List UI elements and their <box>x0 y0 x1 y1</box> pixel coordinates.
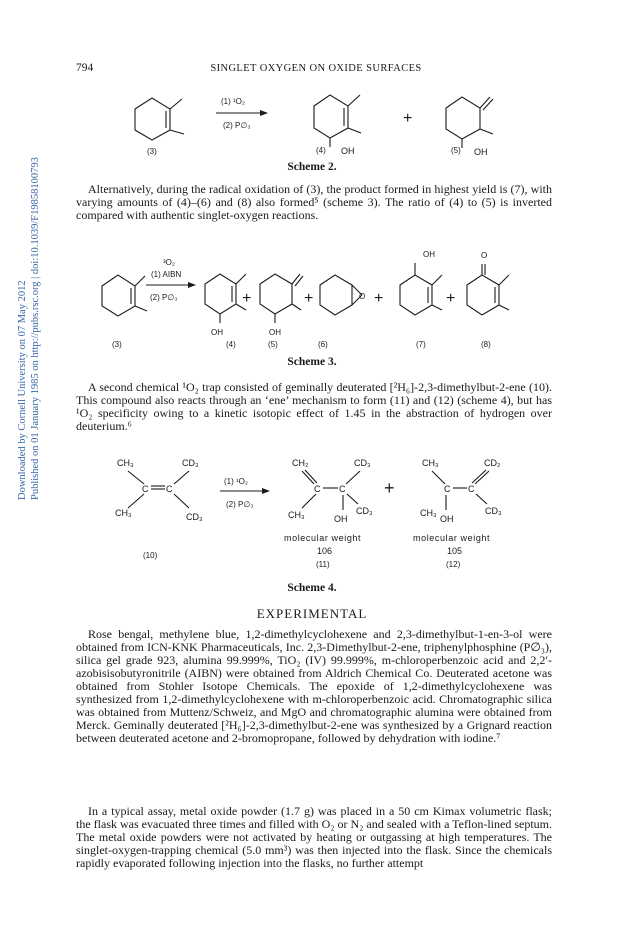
scheme-3-diagram <box>0 243 624 353</box>
scheme-2-caption: Scheme 2. <box>287 161 337 173</box>
svg-text:CD₂: CD₂ <box>484 458 501 468</box>
running-title: SINGLET OXYGEN ON OXIDE SURFACES <box>210 63 422 74</box>
download-line[interactable]: Downloaded by Cornell University on 07 May 2012 <box>17 280 28 500</box>
scheme2-label-3: (3) <box>147 147 157 156</box>
scheme-4-caption: Scheme 4. <box>287 582 337 594</box>
svg-text:C: C <box>444 484 451 494</box>
svg-text:C: C <box>468 484 475 494</box>
scheme2-reagent-1: (1) ¹O₂ <box>221 97 245 106</box>
svg-text:C: C <box>339 484 346 494</box>
svg-text:+: + <box>446 290 456 307</box>
svg-text:106: 106 <box>317 546 333 556</box>
svg-text:CH₃: CH₃ <box>115 508 132 518</box>
scheme3-reagent-2: (2) P∅₃ <box>150 293 178 302</box>
svg-text:OH: OH <box>440 514 454 524</box>
svg-text:CD₃: CD₃ <box>485 506 502 516</box>
svg-text:O: O <box>481 251 488 260</box>
product-4-structure <box>314 95 361 147</box>
reactant-3-structure <box>135 98 184 140</box>
svg-text:OH: OH <box>211 328 223 337</box>
scheme2-label-4: (4) <box>316 146 326 155</box>
svg-text:CD₃: CD₃ <box>356 506 373 516</box>
svg-text:CH₃: CH₃ <box>422 458 439 468</box>
scheme2-oh-5: OH <box>474 147 488 157</box>
published-line[interactable]: Published on 01 January 1985 on http://pubs.rsc.org | doi:10.1039/F19858100793 <box>30 157 41 500</box>
svg-text:CH₃: CH₃ <box>420 508 437 518</box>
scheme-4-diagram <box>0 452 624 580</box>
svg-text:O: O <box>359 292 366 301</box>
svg-text:CH₃: CH₃ <box>288 510 305 520</box>
paragraph-typical-assay: In a typical assay, metal oxide powder (1.7 g) was placed in a 50 cm Kimax volumetric flask; the flask was evacuated three times and filled with O₂ or N₂ and sealed with a Teflon-lined septum. The metal oxide powders were not activated by heating or outgassing at high temperatures. The singlet-oxygen-trapping chemical (5.0 mm³) was then injected into the flask. Since the chemicals rapidly evaporated following injection into the flasks, no further attempt <box>76 804 552 870</box>
scheme3-reagent-0: ³O₂ <box>163 258 175 267</box>
scheme3-label-8: (8) <box>481 340 491 349</box>
svg-text:CH₃: CH₃ <box>117 458 134 468</box>
svg-text:C: C <box>142 484 149 494</box>
svg-text:+: + <box>242 290 252 307</box>
svg-text:C: C <box>314 484 321 494</box>
paragraph-materials: Rose bengal, methylene blue, 1,2-dimethylcyclohexene and 2,3-dimethylbut-1-en-3-ol were obtained from ICN-KNK Pharmaceuticals, Inc. 2,3-Dimethylbut-2-ene, triphenylphosphine (P∅₃), silica gel grade 923, alumina 99.999%, TiO₂ (IV) 99.999%, m-chloroperbenzoic acid and 2,2′-azobisisobutyronitrile (AIBN) were obtained from Aldrich Chemical Co. Deuterated acetone was obtained from Stohler Isotope Chemicals. The epoxide of 1,2-dimethylcyclohexene was synthesized from 1,2-dimethylcyclohexene with m-chloroperbenzoic acid. Chromatographic silica was obtained from Muttenz/Schweiz, and MgO and chromatographic alumina were obtained from Merck. Geminally deuterated [²H₆]-2,3-dimethylbut-2-ene was synthesized by a Grignard reaction between deuterated acetone and 2-bromopropane, followed by dehydration with iodine.⁷ <box>76 627 552 745</box>
svg-text:105: 105 <box>447 546 463 556</box>
scheme3-reagent-1: (1) AIBN <box>151 270 182 279</box>
scheme2-reagent-2: (2) P∅₃ <box>223 121 251 130</box>
svg-text:OH: OH <box>423 250 435 259</box>
scheme3-label-6: (6) <box>318 340 328 349</box>
svg-text:C: C <box>166 484 173 494</box>
section-heading: EXPERIMENTAL <box>256 606 368 621</box>
svg-text:+: + <box>304 290 314 307</box>
svg-text:CH₂: CH₂ <box>292 458 309 468</box>
scheme2-plus: + <box>403 110 413 127</box>
svg-text:+: + <box>384 478 395 498</box>
scheme3-label-5: (5) <box>268 340 278 349</box>
scheme-3-caption: Scheme 3. <box>287 356 337 368</box>
scheme2-oh-4: OH <box>341 146 355 156</box>
svg-text:molecular weight: molecular weight <box>284 533 362 543</box>
svg-text:CD₃: CD₃ <box>186 512 203 522</box>
svg-text:OH: OH <box>334 514 348 524</box>
svg-text:CD₃: CD₃ <box>354 458 371 468</box>
product-5-structure <box>446 97 493 148</box>
scheme3-label-3: (3) <box>112 340 122 349</box>
paragraph-radical-oxidation: Alternatively, during the radical oxidation of (3), the product formed in highest yield is (7), with varying amounts of (4)–(6) and (8) also formed⁵ (scheme 3). The ratio of (4) to (5) is inverted compared with authentic singlet-oxygen reactions. <box>76 182 552 222</box>
svg-text:molecular weight: molecular weight <box>413 533 491 543</box>
svg-text:(1) ¹O₂: (1) ¹O₂ <box>224 477 248 486</box>
scheme3-label-4: (4) <box>226 340 236 349</box>
svg-text:(2) P∅₃: (2) P∅₃ <box>226 500 254 509</box>
scheme4-label-11: (11) <box>316 560 330 569</box>
scheme4-label-10: (10) <box>143 551 158 560</box>
svg-text:+: + <box>374 290 384 307</box>
page-number: 794 <box>76 62 94 74</box>
scheme2-label-5: (5) <box>451 146 461 155</box>
paragraph-second-trap: A second chemical ¹O₂ trap consisted of geminally deuterated [²H₆]-2,3-dimethylbut-2-ene (10). This compound also reacts through an ‘ene’ mechanism to form (11) and (12) (scheme 4), but has ¹O₂ specificity owing to a kinetic isotopic effect of 1.45 in the abstraction of hydrogen over deuterium.⁶ <box>76 380 552 433</box>
scheme4-label-12: (12) <box>446 560 461 569</box>
scheme3-label-7: (7) <box>416 340 426 349</box>
svg-text:CD₃: CD₃ <box>182 458 199 468</box>
svg-text:OH: OH <box>269 328 281 337</box>
